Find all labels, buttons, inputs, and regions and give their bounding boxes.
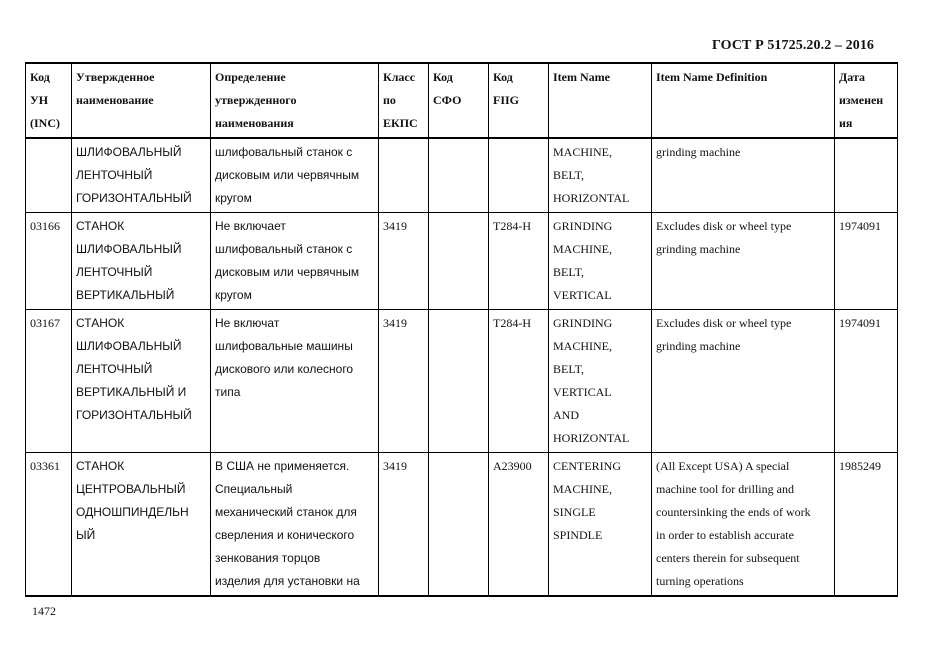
- cell-approved-name-line: ЫЙ: [76, 528, 96, 542]
- column-header-line: Item Name Definition: [656, 70, 768, 84]
- cell-item-name-line: MACHINE,: [553, 482, 612, 496]
- column-header-line: наименование: [76, 93, 154, 107]
- column-header-inc: [26, 63, 72, 138]
- cell-item-definition-line: Excludes disk or wheel type: [656, 316, 792, 330]
- column-header-line: Утвержденное: [76, 70, 155, 84]
- cell-name-definition-line: изделия для установки на: [215, 574, 360, 588]
- cell-item-definition-line: grinding machine: [656, 145, 741, 159]
- cell-name-definition: [211, 138, 379, 213]
- cell-change-date: 1974091: [835, 213, 898, 310]
- cell-approved-name-line: ШЛИФОВАЛЬНЫЙ: [76, 145, 182, 159]
- cell-name-definition-line: дискового или колесного: [215, 362, 354, 376]
- cell-approved-name-line: ШЛИФОВАЛЬНЫЙ: [76, 242, 182, 256]
- cell-approved-name: [72, 138, 211, 213]
- cell-inc: [26, 138, 72, 213]
- cell-name-definition: [211, 453, 379, 597]
- cell-item-name-line: MACHINE,: [553, 339, 612, 353]
- cell-name-definition-line: типа: [215, 385, 241, 399]
- cell-name-definition-line: Не включат: [215, 316, 280, 330]
- cell-item-name-line: SINGLE: [553, 505, 596, 519]
- cell-name-definition: [211, 310, 379, 453]
- cell-inc: 03361: [26, 453, 72, 597]
- cell-name-definition: [211, 213, 379, 310]
- cell-inc: 03166: [26, 213, 72, 310]
- cell-approved-name-line: ГОРИЗОНТАЛЬНЫЙ: [76, 191, 192, 205]
- column-header-item-name: [549, 63, 652, 138]
- cell-item-definition-line: grinding machine: [656, 242, 741, 256]
- cell-item-definition-line: countersinking the ends of work: [656, 505, 811, 519]
- cell-fiig-code: T284-H: [489, 310, 549, 453]
- cell-approved-name: [72, 213, 211, 310]
- cell-approved-name-line: СТАНОК: [76, 219, 125, 233]
- cell-name-definition-line: кругом: [215, 288, 252, 302]
- column-header-sfo: [429, 63, 489, 138]
- column-header-def-ru: [211, 63, 379, 138]
- cell-approved-name-line: ЛЕНТОЧНЫЙ: [76, 362, 153, 376]
- column-header-line: FIIG: [493, 93, 520, 107]
- cell-item-name-line: BELT,: [553, 265, 585, 279]
- cell-approved-name-line: ЛЕНТОЧНЫЙ: [76, 265, 153, 279]
- cell-item-name-line: GRINDING: [553, 316, 613, 330]
- cell-sfo-code: [429, 453, 489, 597]
- cell-name-definition-line: шлифовальный станок с: [215, 145, 353, 159]
- column-header-line: (INC): [30, 116, 60, 130]
- cell-approved-name-line: СТАНОК: [76, 316, 125, 330]
- cell-item-definition: [652, 310, 835, 453]
- cell-item-name-line: GRINDING: [553, 219, 613, 233]
- cell-item-definition: [652, 213, 835, 310]
- table-row: [26, 138, 898, 213]
- column-header-line: утвержденного: [215, 93, 297, 107]
- cell-item-name-line: HORIZONTAL: [553, 191, 630, 205]
- cell-item-definition-line: turning operations: [656, 574, 744, 588]
- cell-approved-name-line: ЦЕНТРОВАЛЬНЫЙ: [76, 482, 186, 496]
- column-header-line: Дата: [839, 70, 865, 84]
- cell-approved-name: [72, 453, 211, 597]
- item-names-table: [25, 62, 898, 597]
- cell-item-definition-line: centers therein for subsequent: [656, 551, 800, 565]
- table-row: [26, 213, 898, 310]
- column-header-line: Код: [433, 70, 453, 84]
- column-header-line: Код: [30, 70, 50, 84]
- cell-item-name-line: VERTICAL: [553, 385, 612, 399]
- cell-item-definition: [652, 138, 835, 213]
- cell-item-name: [549, 213, 652, 310]
- cell-item-definition-line: grinding machine: [656, 339, 741, 353]
- cell-name-definition-line: дисковым или червячным: [215, 265, 360, 279]
- cell-approved-name-line: ШЛИФОВАЛЬНЫЙ: [76, 339, 182, 353]
- cell-approved-name-line: ОДНОШПИНДЕЛЬН: [76, 505, 189, 519]
- cell-approved-name-line: СТАНОК: [76, 459, 125, 473]
- cell-name-definition-line: Специальный: [215, 482, 293, 496]
- cell-item-definition-line: Excludes disk or wheel type: [656, 219, 792, 233]
- cell-inc: 03167: [26, 310, 72, 453]
- cell-sfo-code: [429, 213, 489, 310]
- cell-change-date: [835, 138, 898, 213]
- cell-name-definition-line: В США не применяется.: [215, 459, 350, 473]
- cell-sfo-code: [429, 310, 489, 453]
- column-header-line: Item Name: [553, 70, 610, 84]
- column-header-class: [379, 63, 429, 138]
- column-header-line: ЕКПС: [383, 116, 418, 130]
- cell-item-name: [549, 138, 652, 213]
- cell-change-date: 1974091: [835, 310, 898, 453]
- column-header-line: по: [383, 93, 396, 107]
- cell-item-definition-line: in order to establish accurate: [656, 528, 794, 542]
- cell-name-definition-line: зенкования торцов: [215, 551, 321, 565]
- page-number: 1472: [32, 604, 56, 618]
- column-header-line: УН: [30, 93, 49, 107]
- column-header-date: [835, 63, 898, 138]
- cell-fsc-class: 3419: [379, 213, 429, 310]
- column-header-name-ru: [72, 63, 211, 138]
- cell-name-definition-line: Не включает: [215, 219, 286, 233]
- cell-item-name: [549, 453, 652, 597]
- table-body: [26, 138, 898, 596]
- cell-item-name-line: MACHINE,: [553, 145, 612, 159]
- cell-name-definition-line: сверления и конического: [215, 528, 355, 542]
- column-header-line: ия: [839, 116, 853, 130]
- table-header: [26, 63, 898, 138]
- cell-item-name-line: BELT,: [553, 362, 585, 376]
- column-header-line: Код: [493, 70, 513, 84]
- cell-approved-name-line: ЛЕНТОЧНЫЙ: [76, 168, 153, 182]
- cell-approved-name-line: ВЕРТИКАЛЬНЫЙ: [76, 288, 175, 302]
- header-row: [26, 63, 898, 138]
- cell-item-name-line: CENTERING: [553, 459, 621, 473]
- table-row: [26, 310, 898, 453]
- cell-name-definition-line: шлифовальные машины: [215, 339, 353, 353]
- cell-item-definition-line: (All Except USA) A special: [656, 459, 790, 473]
- column-header-item-def: [652, 63, 835, 138]
- cell-item-name-line: VERTICAL: [553, 288, 612, 302]
- cell-approved-name-line: ВЕРТИКАЛЬНЫЙ И: [76, 385, 187, 399]
- column-header-line: Определение: [215, 70, 286, 84]
- cell-item-definition: [652, 453, 835, 597]
- cell-fiig-code: [489, 138, 549, 213]
- cell-sfo-code: [429, 138, 489, 213]
- cell-fsc-class: 3419: [379, 310, 429, 453]
- cell-item-definition-line: machine tool for drilling and: [656, 482, 794, 496]
- cell-name-definition-line: дисковым или червячным: [215, 168, 360, 182]
- column-header-line: Класс: [383, 70, 416, 84]
- cell-item-name: [549, 310, 652, 453]
- cell-item-name-line: BELT,: [553, 168, 585, 182]
- cell-fsc-class: 3419: [379, 453, 429, 597]
- cell-change-date: 1985249: [835, 453, 898, 597]
- document-header-standard: ГОСТ Р 51725.20.2 – 2016: [712, 38, 875, 53]
- cell-fsc-class: [379, 138, 429, 213]
- cell-item-name-line: SPINDLE: [553, 528, 603, 542]
- cell-item-name-line: MACHINE,: [553, 242, 612, 256]
- cell-item-name-line: HORIZONTAL: [553, 431, 630, 445]
- column-header-line: СФО: [433, 93, 462, 107]
- cell-name-definition-line: механический станок для: [215, 505, 357, 519]
- cell-approved-name-line: ГОРИЗОНТАЛЬНЫЙ: [76, 408, 192, 422]
- cell-item-name-line: AND: [553, 408, 579, 422]
- cell-fiig-code: A23900: [489, 453, 549, 597]
- cell-fiig-code: T284-H: [489, 213, 549, 310]
- column-header-line: изменен: [839, 93, 884, 107]
- cell-name-definition-line: шлифовальный станок с: [215, 242, 353, 256]
- cell-approved-name: [72, 310, 211, 453]
- table-row: [26, 453, 898, 597]
- column-header-line: наименования: [215, 116, 294, 130]
- cell-name-definition-line: кругом: [215, 191, 252, 205]
- column-header-fiig: [489, 63, 549, 138]
